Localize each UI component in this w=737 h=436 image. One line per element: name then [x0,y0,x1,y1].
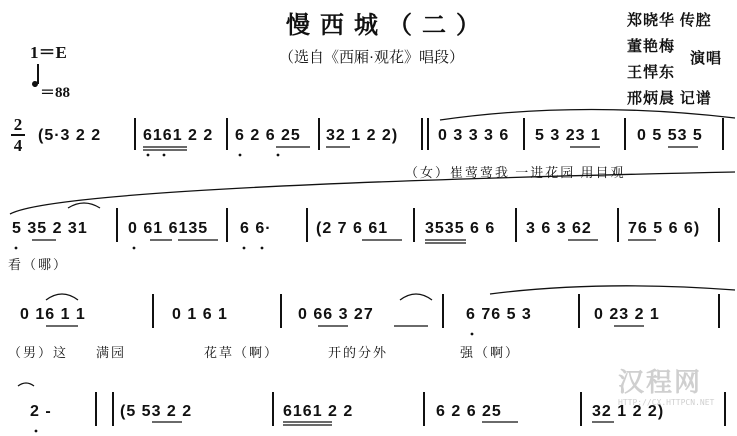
measure-r1-6: 5 3 23 1 [535,127,601,144]
time-signature-bottom: 4 [13,135,23,155]
measure-r4-3: 6161 2 2 [283,403,354,420]
credit-line-2b: 演唱 [690,51,723,67]
lyric-row-3-2: 满园 [96,345,127,360]
lyric-row-1: （女）崔莺莺我 一进花园 用目观 [405,165,626,180]
credit-line-3: 王悍东 [627,65,676,81]
measure-r3-2: 0 1 6 1 [172,306,228,323]
credit-line-4: 邢炳晨 记谱 [627,91,712,107]
lyric-row-3-4: 开的分外 [328,345,389,360]
measure-r4-2: (5 53 2 2 [120,403,193,420]
measure-r1-3: 6 2 6 25 [235,127,301,144]
measure-r4-4: 6 2 6 25 [436,403,502,420]
measure-r2-6: 3 6 3 62 [526,220,592,237]
piece-title: 慢西城（二） [286,13,490,39]
watermark-text: 汉程网 [618,368,703,398]
lyric-row-3-3: 花草（啊） [204,345,280,360]
measure-r1-4: 32 1 2 2) [326,127,399,144]
lyric-row-2: 看（哪） [8,257,69,272]
lyric-row-3-5: 强（啊） [460,345,521,360]
key-signature: 1＝E [30,43,67,62]
measure-r1-7: 0 5 53 5 [637,127,703,144]
measure-r2-1: 5 35 2 31 [12,220,88,237]
measure-r1-5: 0 3 3 3 6 [438,127,510,144]
measure-r3-1: 0 16 1 1 [20,306,86,323]
measure-r3-5: 0 23 2 1 [594,306,660,323]
piece-subtitle: （选自《西厢·观花》唱段） [279,50,464,66]
measure-r3-3: 0 66 3 27 [298,306,374,323]
measure-r2-2: 0 61 6135 [128,220,209,237]
measure-r4-5: 32 1 2 2) [592,403,665,420]
measure-r1-1: (5·3 2 2 [38,127,102,144]
tempo-marking: ＝88 [40,85,71,101]
measure-r3-4: 6 76 5 3 [466,306,532,323]
credit-line-2a: 董艳梅 [627,39,676,55]
measure-r1-2: 6161 2 2 [143,127,214,144]
time-signature-top: 2 [13,115,23,134]
measure-r2-3: 6 6· [240,220,272,237]
measure-r2-7: 76 5 6 6) [628,220,701,237]
credit-line-1: 郑晓华 传腔 [627,13,712,29]
lyric-row-3-1: （男）这 [8,345,69,360]
measure-r2-5: 3535 6 6 [425,220,496,237]
measure-r2-4: (2 7 6 61 [316,220,389,237]
watermark-url: HTTP://CX.HTTPCN.NET [618,398,715,407]
measure-r4-1: 2 - [30,403,52,420]
